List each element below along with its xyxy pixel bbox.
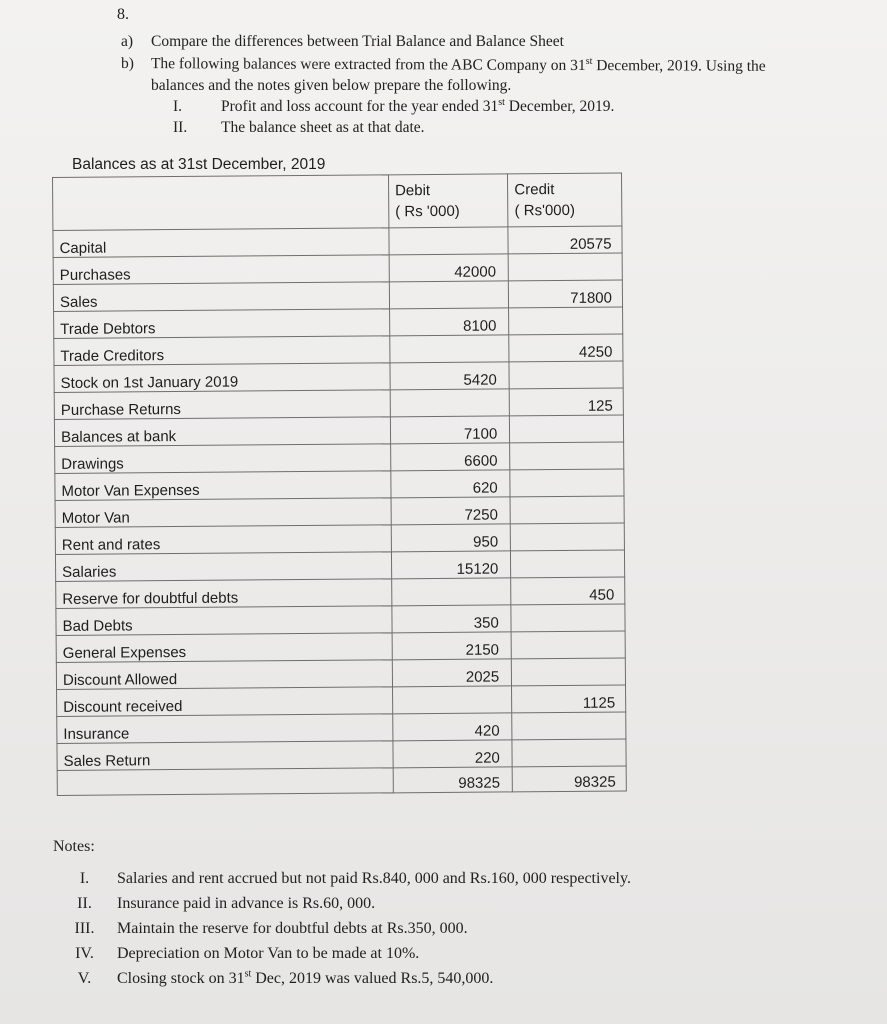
part-b-letter: b) — [120, 55, 134, 73]
credit-amount — [510, 415, 624, 443]
note-sup: st — [244, 968, 252, 980]
part-b-item-1-roman: I. — [173, 98, 183, 115]
debit-amount: 42000 — [389, 254, 509, 282]
credit-amount — [509, 361, 623, 389]
note-item — [52, 895, 375, 913]
header-credit — [508, 173, 622, 227]
part-b-text-line-2: balances and the notes given below prepare the following. — [151, 77, 512, 94]
account-name: Sales Return — [57, 741, 393, 771]
note-text: Depreciation on Motor Van to be made at 10%. — [117, 945, 420, 962]
credit-amount — [511, 604, 625, 632]
header-debit — [388, 174, 508, 228]
account-name: Bad Debts — [56, 606, 392, 636]
part-b-text-1-sup: st — [585, 55, 593, 67]
debit-amount — [389, 281, 509, 309]
note-roman: III. — [74, 920, 95, 937]
note-roman: V. — [77, 970, 92, 987]
debit-amount: 2025 — [392, 659, 512, 687]
note-roman: IV. — [75, 945, 94, 962]
credit-amount — [512, 712, 626, 740]
credit-amount — [510, 442, 624, 470]
account-name: Reserve for doubtful debts — [56, 579, 392, 609]
note-item — [52, 920, 468, 938]
credit-amount: 1125 — [512, 685, 626, 713]
note-item — [52, 970, 493, 988]
account-name: Trade Debtors — [54, 309, 390, 339]
part-b-text-1-pre: The following balances were extracted from the ABC Company on 31 — [150, 55, 586, 75]
debit-amount — [389, 227, 509, 255]
credit-amount: 4250 — [509, 334, 623, 362]
debit-amount — [392, 578, 512, 606]
note-text: Closing stock on 31 — [117, 970, 245, 987]
credit-amount: 71800 — [509, 280, 623, 308]
note-text: Maintain the reserve for doubtful debts at Rs.350, 000. — [117, 920, 468, 937]
part-b-item-2-roman: II. — [173, 119, 188, 136]
account-name: Salaries — [55, 552, 391, 582]
part-a-letter: a) — [121, 33, 134, 50]
credit-amount: 20575 — [508, 226, 622, 254]
table-total-row — [57, 766, 626, 795]
part-b-item-2 — [173, 119, 425, 137]
trial-balance-table — [52, 173, 627, 796]
credit-amount — [510, 469, 624, 497]
part-b-item-1-sup: st — [498, 96, 505, 108]
note-item — [52, 870, 631, 888]
header-debit-label: Debit — [394, 182, 431, 200]
account-name: Discount received — [57, 687, 393, 717]
header-name-cell — [53, 175, 389, 231]
account-name: Motor Van — [55, 498, 391, 528]
credit-amount: 450 — [511, 577, 625, 605]
question-part-a — [121, 33, 564, 51]
note-text: Salaries and rent accrued but not paid Rs.840, 000 and Rs.160, 000 respectively. — [117, 870, 631, 887]
header-credit-label: Credit — [514, 181, 555, 199]
note-item — [52, 945, 419, 963]
part-a-text: Compare the differences between Trial Balance and Balance Sheet — [151, 33, 564, 50]
part-b-item-1-post: December, 2019. — [504, 98, 615, 115]
credit-amount — [509, 307, 623, 335]
header-debit-unit: ( Rs '000) — [395, 202, 460, 221]
credit-amount — [511, 523, 625, 551]
account-name: Insurance — [57, 714, 393, 744]
note-roman: I. — [79, 870, 90, 887]
balances-title: Balances as at 31st December, 2019 — [72, 156, 326, 173]
account-name: Motor Van Expenses — [55, 471, 391, 501]
part-b-text-1-post: December, 2019. Using the — [592, 57, 766, 75]
debit-amount: 7250 — [391, 497, 511, 525]
total-label — [57, 768, 393, 796]
account-name: Discount Allowed — [56, 660, 392, 690]
debit-amount — [390, 335, 510, 363]
question-part-b — [121, 55, 766, 76]
account-name: Trade Creditors — [54, 336, 390, 366]
debit-amount: 6600 — [391, 443, 511, 471]
debit-amount: 8100 — [389, 308, 509, 336]
account-name: Sales — [53, 282, 389, 312]
account-name: General Expenses — [56, 633, 392, 663]
debit-amount: 2150 — [392, 632, 512, 660]
credit-amount — [510, 496, 624, 524]
debit-amount: 5420 — [390, 362, 510, 390]
account-name: Rent and rates — [55, 525, 391, 555]
debit-amount: 7100 — [390, 416, 510, 444]
total-credit: 98325 — [512, 766, 626, 792]
part-b-item-1-pre: Profit and loss account for the year ended 31 — [221, 98, 499, 115]
question-number: 8. — [117, 6, 129, 23]
account-name: Drawings — [55, 444, 391, 474]
part-b-item-1 — [173, 98, 614, 116]
credit-amount — [511, 550, 625, 578]
debit-amount — [392, 686, 512, 714]
credit-amount — [508, 253, 622, 281]
debit-amount: 220 — [393, 740, 513, 768]
credit-amount: 125 — [509, 388, 623, 416]
note-roman: II. — [77, 895, 92, 912]
notes-title: Notes: — [53, 838, 95, 855]
debit-amount: 15120 — [391, 551, 511, 579]
note-text-end: Dec, 2019 was valued Rs.5, 540,000. — [251, 970, 494, 987]
header-credit-unit: ( Rs'000) — [514, 201, 576, 220]
account-name: Balances at bank — [54, 417, 390, 447]
debit-amount: 350 — [392, 605, 512, 633]
credit-amount — [512, 658, 626, 686]
account-name: Purchase Returns — [54, 390, 390, 420]
debit-amount: 420 — [393, 713, 513, 741]
total-debit: 98325 — [393, 767, 513, 793]
credit-amount — [512, 739, 626, 767]
part-b-item-2-text: The balance sheet as at that date. — [221, 119, 425, 136]
table-header-row — [53, 173, 622, 230]
account-name: Stock on 1st January 2019 — [54, 363, 390, 393]
debit-amount: 620 — [391, 470, 511, 498]
account-name: Capital — [53, 228, 389, 258]
account-name: Purchases — [53, 255, 389, 285]
debit-amount — [390, 389, 510, 417]
credit-amount — [511, 631, 625, 659]
debit-amount: 950 — [391, 524, 511, 552]
note-text: Insurance paid in advance is Rs.60, 000. — [117, 895, 376, 912]
